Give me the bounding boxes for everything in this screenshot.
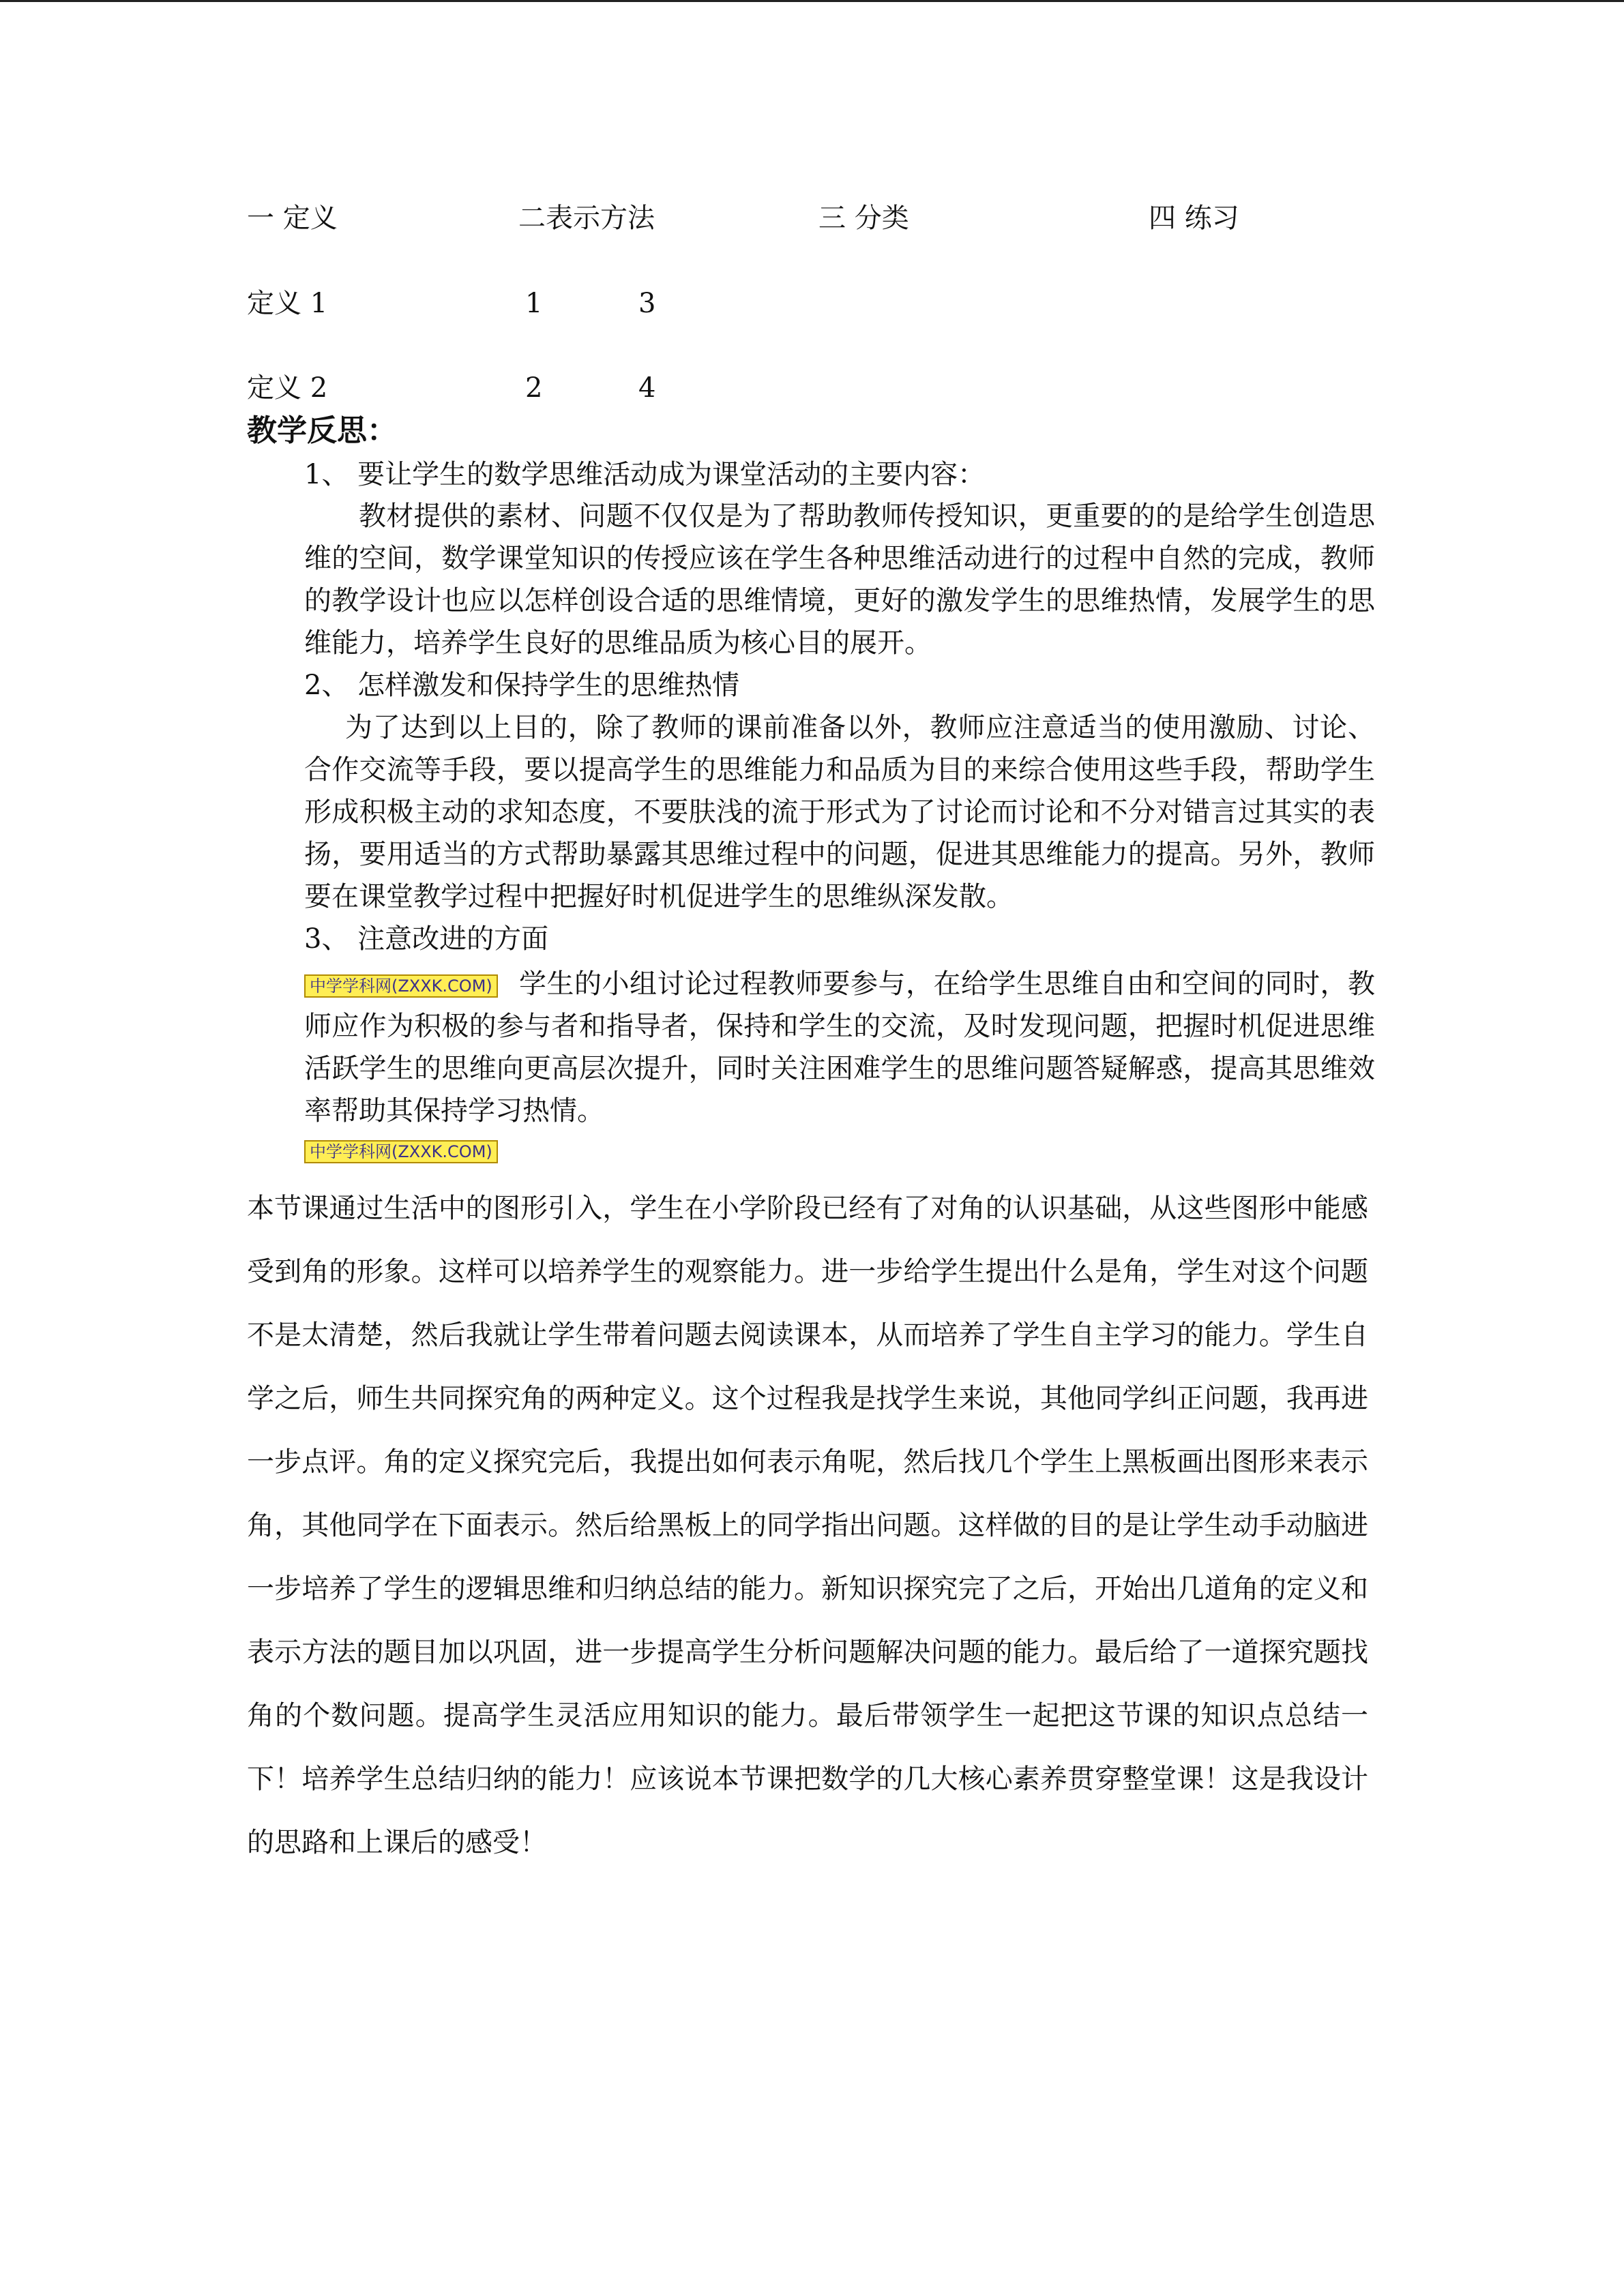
header-classification: 三 分类 (818, 203, 909, 234)
lesson-summary: 本节课通过生活中的图形引入，学生在小学阶段已经有了对角的认识基础，从这些图形中能感受到角的形象。这样可以培养学生的观察能力。进一步给学生提出什么是角，学生对这个问题不是太清楚，然后我就让学生带着问题去阅读课本，从而培养了学生自主学习的能力。学生自学之后，师生共同探究角的两种定义。这个过程我是找学生来说，其他同学纠正问题，我再进一步点评。角的定义探究完后，我提出如何表示角呢，然后找几个学生上黑板画出图形来表示角，其他同学在下面表示。然后给黑板上的同学指出问题。这样做的目的是让学生动手动脑进一步培养了学生的逻辑思维和归纳总结的能力。新知识探究完了之后，开始出几道角的定义和表示方法的题目加以巩固，进一步提高学生分析问题解决问题的能力。最后给了一道探究题找角的个数问题。提高学生灵活应用知识的能力。最后带领学生一起把这节课的知识点总结一下！培养学生总结归纳的能力！应该说本节课把数学的几大核心素养贯穿整堂课！这是我设计的思路和上课后的感受！ (247, 1193, 1368, 1858)
header-definition: 一 定义 (247, 203, 338, 234)
def-row-2-b: 4 (638, 372, 656, 404)
page-top-border (0, 0, 1624, 2)
reflection-item-1-body: 教材提供的素材、问题不仅仅是为了帮助教师传授知识，更重要的的是给学生创造思维的空间，数学课堂知识的传授应该在学生各种思维活动进行的过程中自然的完成，教师的教学设计也应以怎样创设合适的思维情境，更好的激发学生的思维热情，发展学生的思维能力，培养学生良好的思维品质为核心目的展开。 (304, 501, 1375, 659)
reflection-item-3-title: 3、 注意改进的方面 (304, 923, 549, 955)
zxxk-badge: 中学学科网(ZXXK.COM) (304, 1140, 498, 1163)
zxxk-badge-inline: 中学学科网(ZXXK.COM) (304, 974, 498, 998)
header-practice: 四 练习 (1149, 203, 1239, 234)
def-row-1-label: 定义 1 (247, 288, 328, 319)
def-row-2-label: 定义 2 (247, 372, 328, 404)
reflection-item-2-title: 2、 怎样激发和保持学生的思维热情 (304, 670, 740, 701)
def-row-1-b: 3 (638, 288, 656, 319)
reflection-item-3-body: 学生的小组讨论过程教师要参与，在给学生思维自由和空间的同时，教师应作为积极的参与者和指导者，保持和学生的交流，及时发现问题，把握时机促进思维活跃学生的思维向更高层次提升，同时关注困难学生的思维问题答疑解惑，提高其思维效率帮助其保持学习热情。 (304, 968, 1375, 1127)
def-row-1-a: 1 (525, 288, 543, 319)
reflection-item-2-body: 为了达到以上目的，除了教师的课前准备以外，教师应注意适当的使用激励、讨论、合作交流等手段，要以提高学生的思维能力和品质为目的来综合使用这些手段，帮助学生形成积极主动的求知态度，不要肤浅的流于形式为了讨论而讨论和不分对错言过其实的表扬，要用适当的方式帮助暴露其思维过程中的问题，促进其思维能力的提高。另外，教师要在课堂教学过程中把握好时机促进学生的思维纵深发散。 (304, 712, 1375, 912)
reflection-title: 教学反思： (247, 413, 397, 448)
reflection-item-3-paragraph (304, 963, 1375, 1132)
header-representation: 二表示方法 (518, 203, 655, 234)
def-row-2-a: 2 (525, 372, 543, 404)
reflection-item-1-title: 1、 要让学生的数学思维活动成为课堂活动的主要内容： (304, 459, 986, 490)
